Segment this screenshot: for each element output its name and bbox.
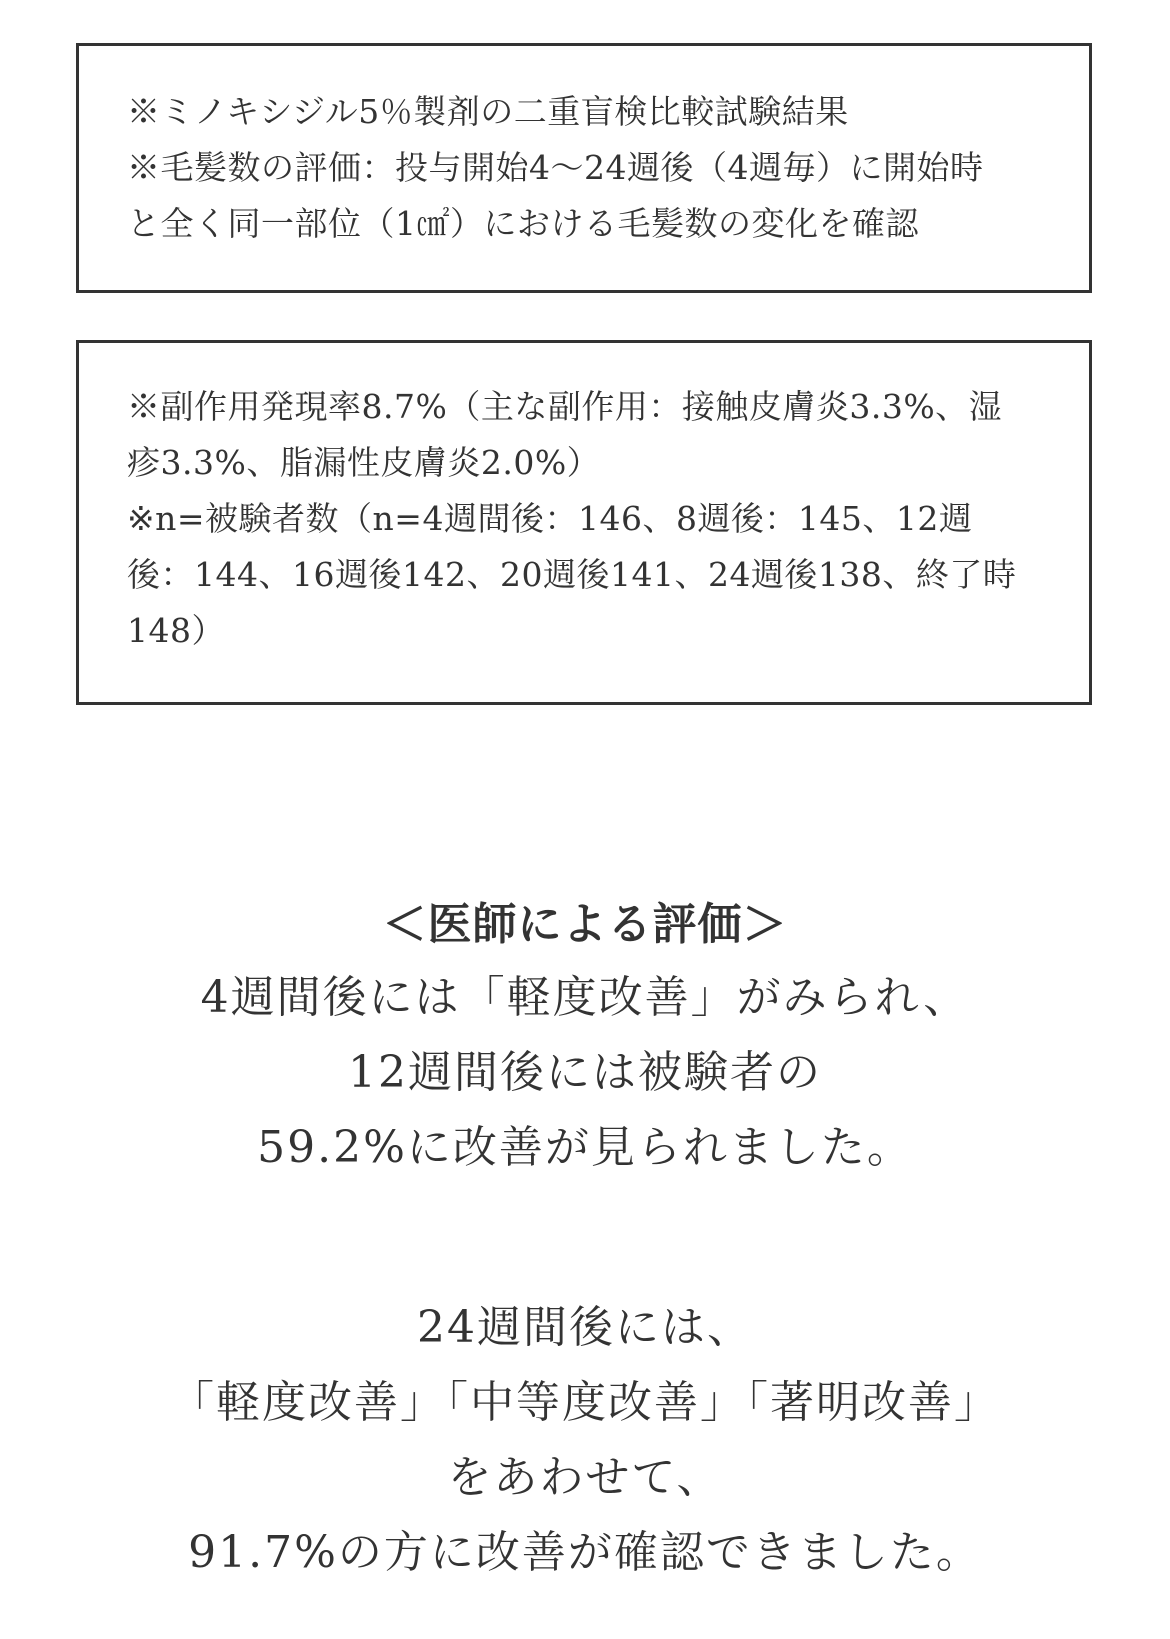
side-effects-note-line: ※副作用発現率8.7%（主な副作用：接触皮膚炎3.3%、湿 bbox=[127, 387, 1003, 426]
evaluation-text-line: 24週間後には、 bbox=[417, 1302, 753, 1353]
paragraph-spacer bbox=[0, 1185, 1170, 1290]
trial-note-line: ※毛髪数の評価：投与開始4〜24週後（4週毎）に開始時 bbox=[127, 148, 984, 187]
subject-count-note-line: ※n=被験者数（n=4週間後：146、8週後：145、12週 bbox=[127, 499, 973, 538]
trial-notes-box bbox=[76, 43, 1092, 293]
side-effects-note-line: 疹3.3%、脂漏性皮膚炎2.0%） bbox=[127, 443, 601, 482]
side-effects-notes-box bbox=[76, 340, 1092, 705]
evaluation-text-line: 91.7%の方に改善が確認できました。 bbox=[188, 1527, 982, 1578]
evaluation-text-line: 12週間後には被験者の bbox=[348, 1047, 822, 1098]
doctor-evaluation-title: ＜医師による評価＞ bbox=[382, 899, 788, 950]
trial-note-line: と全く同一部位（1㎠）における毛髪数の変化を確認 bbox=[127, 204, 919, 243]
subject-count-note-line: 後：144、16週後142、20週後141、24週後138、終了時 bbox=[127, 555, 1017, 594]
evaluation-text-line: 4週間後には「軽度改善」がみられ、 bbox=[200, 972, 970, 1023]
subject-count-note-line: 148） bbox=[127, 611, 225, 650]
evaluation-text-line: をあわせて、 bbox=[447, 1452, 723, 1503]
evaluation-text-line: 59.2%に改善が見られました。 bbox=[257, 1122, 913, 1173]
trial-note-line: ※ミノキシジル5％製剤の二重盲検比較試験結果 bbox=[127, 92, 849, 131]
evaluation-text-line: 「軽度改善」「中等度改善」「著明改善」 bbox=[170, 1377, 1000, 1428]
doctor-evaluation-section bbox=[0, 890, 1170, 1590]
